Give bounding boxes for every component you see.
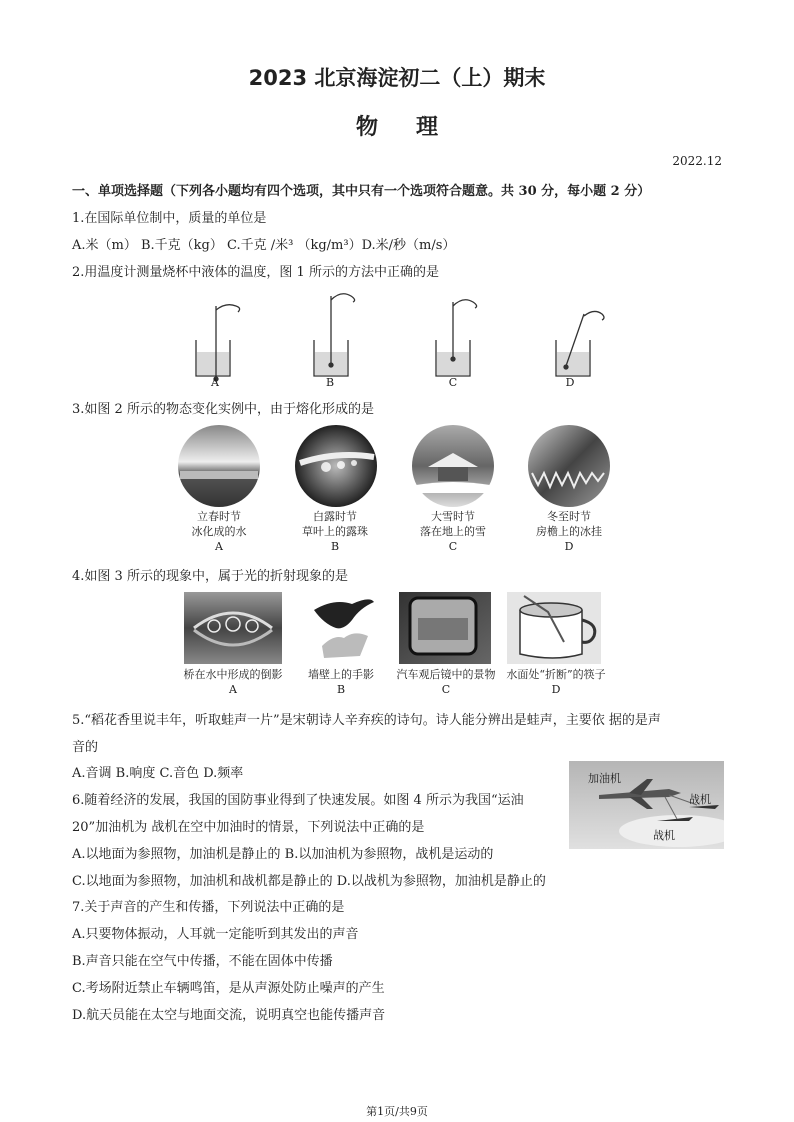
caption-line: 水面处“折断”的筷子	[506, 668, 606, 681]
q7-stem: 7.关于声音的产生和传播，下列说法中正确的是	[72, 900, 345, 915]
q5-options: A.音调 B.响度 C.音色 D.频率	[72, 766, 244, 781]
fig4-label-fighter-2: 战机	[653, 829, 675, 842]
q6-options-ab: A.以地面为参照物，加油机是静止的 B.以加油机为参照物，战机是运动的	[72, 847, 494, 862]
caption-letter: A	[229, 683, 237, 696]
caption-line: 房檐上的冰挂	[536, 525, 602, 538]
fig3-caption-d	[498, 667, 614, 697]
beakers-illustration	[186, 288, 626, 388]
fig3-caption-b	[295, 667, 387, 697]
caption-letter: D	[564, 540, 574, 553]
figure-1-thermometers	[186, 288, 626, 388]
q7-option-c: C.考场附近禁止车辆鸣笛，是从声源处防止噪声的产生	[72, 981, 385, 996]
fig4-label-fighter-1: 战机	[689, 793, 711, 806]
q6-stem-line2: 20”加油机为 战机在空中加油时的情景，下列说法中正确的是	[72, 820, 425, 835]
exam-date: 2022.12	[672, 154, 722, 168]
caption-line: 冰化成的水	[191, 525, 247, 538]
q2-stem: 2.用温度计测量烧杯中液体的温度，图 1 所示的方法中正确的是	[72, 265, 439, 280]
q7-option-b: B.声音只能在空气中传播，不能在固体中传播	[72, 954, 333, 969]
fig1-label-c: C	[448, 376, 458, 389]
caption-letter: B	[330, 540, 340, 553]
figure-2-photos	[176, 423, 616, 509]
fig1-label-d: D	[565, 376, 575, 389]
q3-stem: 3.如图 2 所示的物态变化实例中，由于熔化形成的是	[72, 402, 374, 417]
photo-dew-drops	[295, 425, 377, 507]
q7-option-a: A.只要物体振动，人耳就一定能听到其发出的声音	[72, 927, 359, 942]
caption-line: 大雪时节	[431, 510, 475, 523]
rect-photos	[184, 590, 614, 666]
caption-letter: B	[336, 683, 346, 696]
photo-ice-melting	[178, 425, 260, 507]
figure-4-refueling	[569, 761, 724, 849]
photo-bridge-reflection	[184, 592, 282, 664]
q7-option-d: D.航天员能在太空与地面交流，说明真空也能传播声音	[72, 1008, 386, 1023]
caption-letter: D	[551, 683, 561, 696]
q1-options: A.米（m） B.千克（kg） C.千克 /米³ （kg/m³）D.米/秒（m/s）	[72, 238, 456, 253]
fig1-label-b: B	[325, 376, 335, 389]
caption-line: 落在地上的雪	[420, 525, 486, 538]
page-title: 2023 北京海淀初二（上）期末	[248, 66, 546, 90]
figure-3-photos	[184, 590, 614, 666]
fig1-label-a: A	[211, 376, 219, 389]
caption-letter: C	[448, 540, 458, 553]
caption-letter: C	[441, 683, 451, 696]
q5-stem-line2: 音的	[72, 740, 99, 755]
q6-stem-line1: 6.随着经济的发展，我国的国防事业得到了快速发展。如图 4 所示为我国“运油	[72, 793, 524, 808]
caption-line: 汽车观后镜中的景物	[396, 668, 496, 681]
section-heading: 一、单项选择题（下列各小题均有四个选项，其中只有一个选项符合题意。共 30 分，每小题 2 分）	[72, 184, 651, 199]
caption-line: 草叶上的露珠	[302, 525, 368, 538]
page-footer: 第1页/共9页	[366, 1105, 428, 1118]
photo-icicles	[528, 425, 610, 507]
subject-title: 物理	[355, 115, 476, 140]
caption-line: 墙壁上的手影	[308, 668, 374, 681]
q4-stem: 4.如图 3 所示的现象中，属于光的折射现象的是	[72, 569, 348, 584]
caption-line: 桥在水中形成的倒影	[183, 668, 283, 681]
fig2-caption-d	[524, 509, 614, 554]
q1-stem: 1.在国际单位制中，质量的单位是	[72, 211, 267, 226]
fig2-caption-a	[176, 509, 262, 554]
q5-stem-line1: 5.“稻花香里说丰年，听取蛙声一片”是宋朝诗人辛弃疾的诗句。诗人能分辨出是蛙声，主要依 据的是声	[72, 713, 661, 728]
fig2-caption-c	[408, 509, 498, 554]
fig2-caption-b	[290, 509, 380, 554]
caption-line: 白露时节	[313, 510, 357, 523]
circle-photos	[176, 423, 616, 509]
q6-options-cd: C.以地面为参照物，加油机和战机都是静止的 D.以战机为参照物，加油机是静止的	[72, 874, 546, 889]
fig3-caption-a	[176, 667, 290, 697]
caption-line: 冬至时节	[547, 510, 591, 523]
fig4-label-tanker: 加油机	[588, 772, 621, 785]
caption-letter: A	[215, 540, 223, 553]
caption-line: 立春时节	[197, 510, 241, 523]
fig3-caption-c	[390, 667, 502, 697]
